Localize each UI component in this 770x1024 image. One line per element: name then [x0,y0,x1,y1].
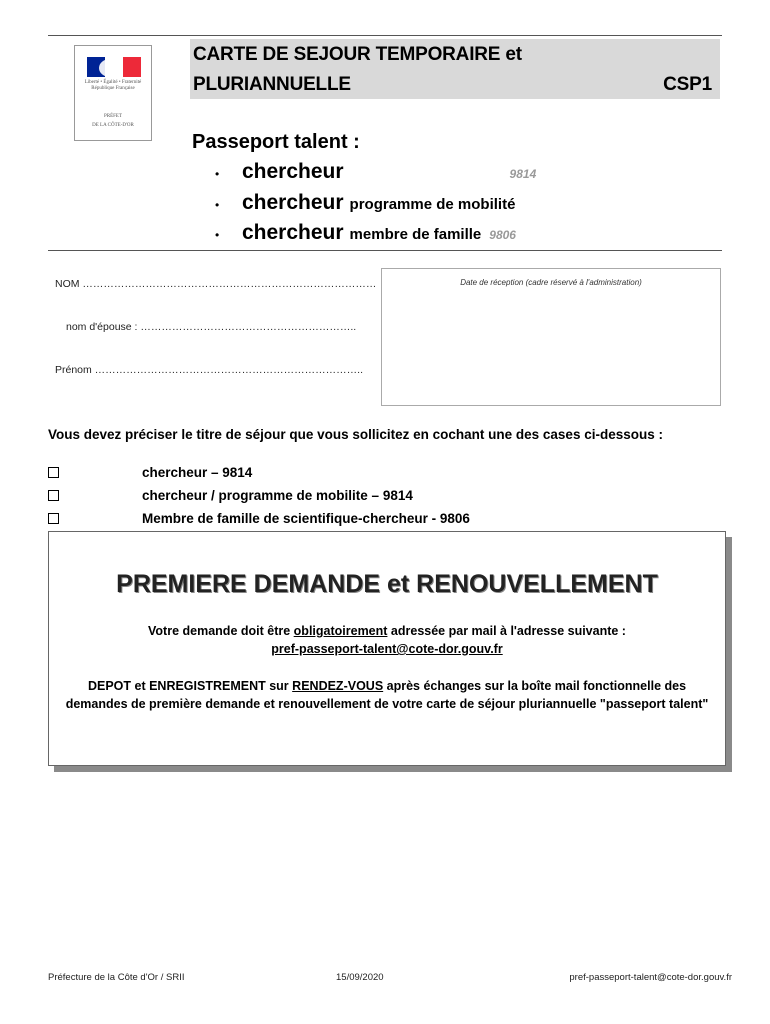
title-line2: PLURIANNUELLE [193,74,351,95]
title-band [190,39,720,99]
logo-prefet-line1: PRÉFET [103,114,123,119]
reception-label: Date de réception (cadre réservé à l'administration) [460,278,642,287]
item-sub: programme de mobilité [349,196,516,213]
notice-line1 [59,622,715,640]
logo-motto-line1: Liberté • Égalité • Fraternité [84,80,142,85]
bullet-icon: • [215,167,220,181]
title-line1: CARTE DE SEJOUR TEMPORAIRE et [193,44,522,65]
bullet-icon: • [215,228,220,242]
footer-date: 15/09/2020 [336,972,384,983]
checkbox-row[interactable] [48,462,252,482]
top-divider [48,35,722,36]
notice-line2-underlined: RENDEZ-VOUS [292,679,384,693]
checkbox-label: chercheur / programme de mobilite – 9814 [142,487,413,503]
reception-box [381,268,721,406]
prenom-field[interactable]: Prénom ………………………………………………………………….. [55,364,364,376]
checkbox-label: chercheur – 9814 [142,464,253,480]
item-code: 9806 [489,228,516,242]
bullet-icon: • [215,198,220,212]
passeport-item [215,191,515,219]
prefecture-logo [74,45,152,141]
checkbox[interactable] [48,513,59,524]
item-main: chercheur [242,191,344,214]
notice-heading: PREMIERE DEMANDE et RENOUVELLEMENT [116,570,658,598]
notice-line2-pre: DEPOT et ENREGISTREMENT sur [87,679,289,693]
form-code: CSP1 [663,74,712,95]
checkbox-row[interactable] [48,508,470,528]
item-code: 9814 [509,167,537,181]
logo-prefet-line2: DE LA CÔTE-D'OR [92,123,134,128]
footer-left: Préfecture de la Côte d'Or / SRII [48,972,185,983]
passeport-talent-title: Passeport talent : [192,131,360,153]
item-main: chercheur [242,160,344,183]
notice-line2-post: après échanges sur la boîte mail fonctionnelle des demandes de première demande et renouvellement de votre carte de séjour pluriannuelle "passeport talent" [65,679,709,711]
instruction-text: Vous devez préciser le titre de séjour que vous sollicitez en cochant une des cases ci-dessous : [48,427,663,442]
notice-email[interactable] [59,640,715,658]
checkbox-label: Membre de famille de scientifique-chercheur - 9806 [142,510,470,526]
passeport-item [215,221,516,249]
notice-line2 [59,677,715,713]
notice-email-link[interactable]: pref-passeport-talent@cote-dor.gouv.fr [271,642,503,656]
checkbox[interactable] [48,490,59,501]
marianne-icon [99,59,121,77]
notice-line1-post: adressée par mail à l'adresse suivante : [390,624,626,638]
notice-line1-underlined: obligatoirement [293,624,388,638]
nom-epouse-field[interactable]: nom d'épouse : …………………………………………………….. [66,321,357,333]
passeport-item [215,160,536,188]
notice-line1-pre: Votre demande doit être [148,624,291,638]
notice-box [48,531,726,766]
item-sub: membre de famille [349,226,482,243]
item-main: chercheur [242,221,344,244]
checkbox-row[interactable] [48,485,413,505]
footer-email[interactable]: pref-passeport-talent@cote-dor.gouv.fr [569,972,732,983]
header-divider [48,250,722,251]
nom-field[interactable]: NOM ………………………………………………………………………… [55,278,377,290]
logo-motto-line2: République Française [91,86,135,91]
checkbox[interactable] [48,467,59,478]
